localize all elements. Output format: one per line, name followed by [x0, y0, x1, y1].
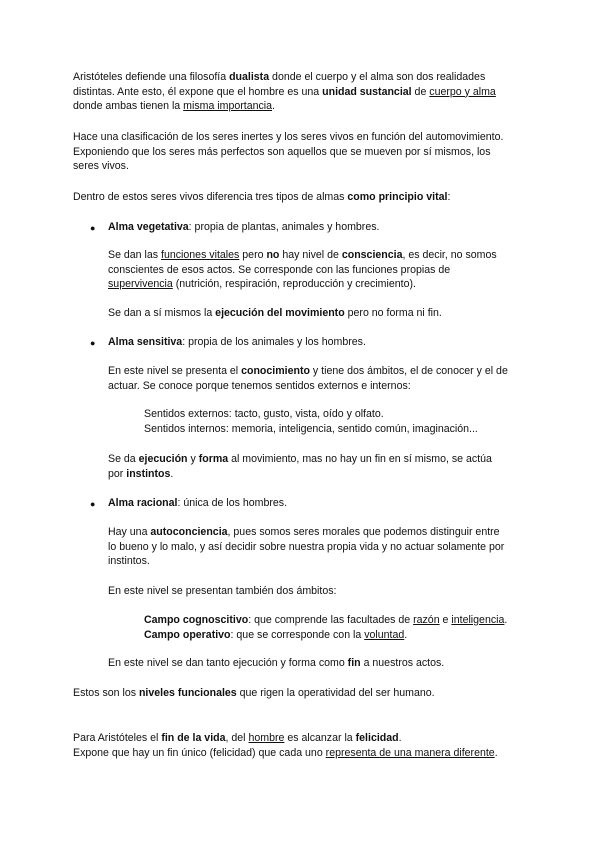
principio-vital-bold: como principio vital	[347, 191, 448, 203]
intro-line-1: Aristóteles defiende una filosofía dualista donde el cuerpo y el alma son dos realidades	[73, 71, 486, 83]
bullet-icon: ●	[90, 499, 96, 509]
niveles-paragraph: Estos son los niveles funcionales que rigen la operatividad del ser humano.	[73, 687, 435, 699]
sensitiva-paragraph-1: En este nivel se presenta el conocimiento y tiene dos ámbitos, el de conocer y el de actuar. Se conoce porque tenemos sentidos externos e internos:	[108, 365, 508, 392]
alma-vegetativa-title: Alma vegetativa	[108, 221, 189, 233]
bullet-icon: ●	[90, 338, 96, 348]
racional-paragraph-1: Hay una autoconciencia, pues somos seres morales que podemos distinguir entre lo bueno y lo malo, y así decidir sobre nuestra propia vida y no actuar solamente por instintos.	[108, 526, 505, 568]
fin-paragraph: Para Aristóteles el fin de la vida, del hombre es alcanzar la felicidad. Expone que hay un fin único (felicidad) que cada uno representa de una manera diferente.	[73, 732, 498, 759]
sentidos-externos: Sentidos externos: tacto, gusto, vista, oído y olfato.	[144, 408, 384, 420]
alma-sensitiva-item: Alma sensitiva: propia de los animales y los hombres.	[108, 336, 366, 348]
cuerpo-y-alma-underlined: cuerpo y alma	[429, 85, 496, 98]
bullet-icon: ●	[90, 223, 96, 233]
intro-paragraph	[73, 70, 496, 114]
clasificacion-line-1: Hace una clasificación de los seres inertes y los seres vivos en función del automovimiento.	[73, 131, 504, 143]
racional-paragraph-3: En este nivel se dan tanto ejecución y forma como fin a nuestros actos.	[108, 657, 445, 669]
intro-line-2: distintas. Ante esto, él expone que el hombre es una unidad sustancial de cuerpo y alma	[73, 85, 496, 98]
sentidos-list	[144, 407, 478, 436]
unidad-sustancial-bold: unidad sustancial	[322, 85, 412, 98]
tipos-paragraph: Dentro de estos seres vivos diferencia tres tipos de almas como principio vital:	[73, 191, 451, 203]
alma-vegetativa-item: Alma vegetativa: propia de plantas, animales y hombres.	[108, 221, 380, 233]
vegetativa-paragraph-1: Se dan las funciones vitales pero no hay nivel de consciencia, es decir, no somos conscientes de esos actos. Se corresponde con las funciones propias de supervivencia (nutrición, respiración, reproducción y crecimiento).	[108, 249, 497, 291]
intro-line-3: donde ambas tienen la misma importancia.	[73, 100, 275, 113]
dualista-bold: dualista	[229, 71, 270, 83]
sensitiva-paragraph-2: Se da ejecución y forma al movimiento, mas no hay un fin en sí mismo, se actúa por instintos.	[108, 453, 492, 480]
clasificacion-line-3: seres vivos.	[73, 160, 129, 173]
clasificacion-line-2: Exponiendo que los seres más perfectos son aquellos que se mueven por sí mismos, los	[73, 145, 491, 158]
clasificacion-paragraph	[73, 130, 503, 174]
sentidos-internos: Sentidos internos: memoria, inteligencia, sentido común, imaginación...	[144, 422, 478, 435]
alma-racional-title: Alma racional	[108, 497, 178, 509]
campo-operativo: Campo operativo: que se corresponde con la voluntad.	[144, 628, 408, 641]
campos-list	[144, 613, 507, 642]
racional-paragraph-2: En este nivel se presentan también dos ámbitos:	[108, 585, 337, 597]
vegetativa-paragraph-2: Se dan a sí mismos la ejecución del movimiento pero no forma ni fin.	[108, 307, 442, 319]
alma-sensitiva-title: Alma sensitiva	[108, 336, 183, 348]
campo-cognoscitivo: Campo cognoscitivo: que comprende las facultades de razón e inteligencia.	[144, 614, 508, 626]
misma-importancia-underlined: misma importancia	[183, 100, 273, 113]
alma-racional-item: Alma racional: única de los hombres.	[108, 497, 288, 509]
